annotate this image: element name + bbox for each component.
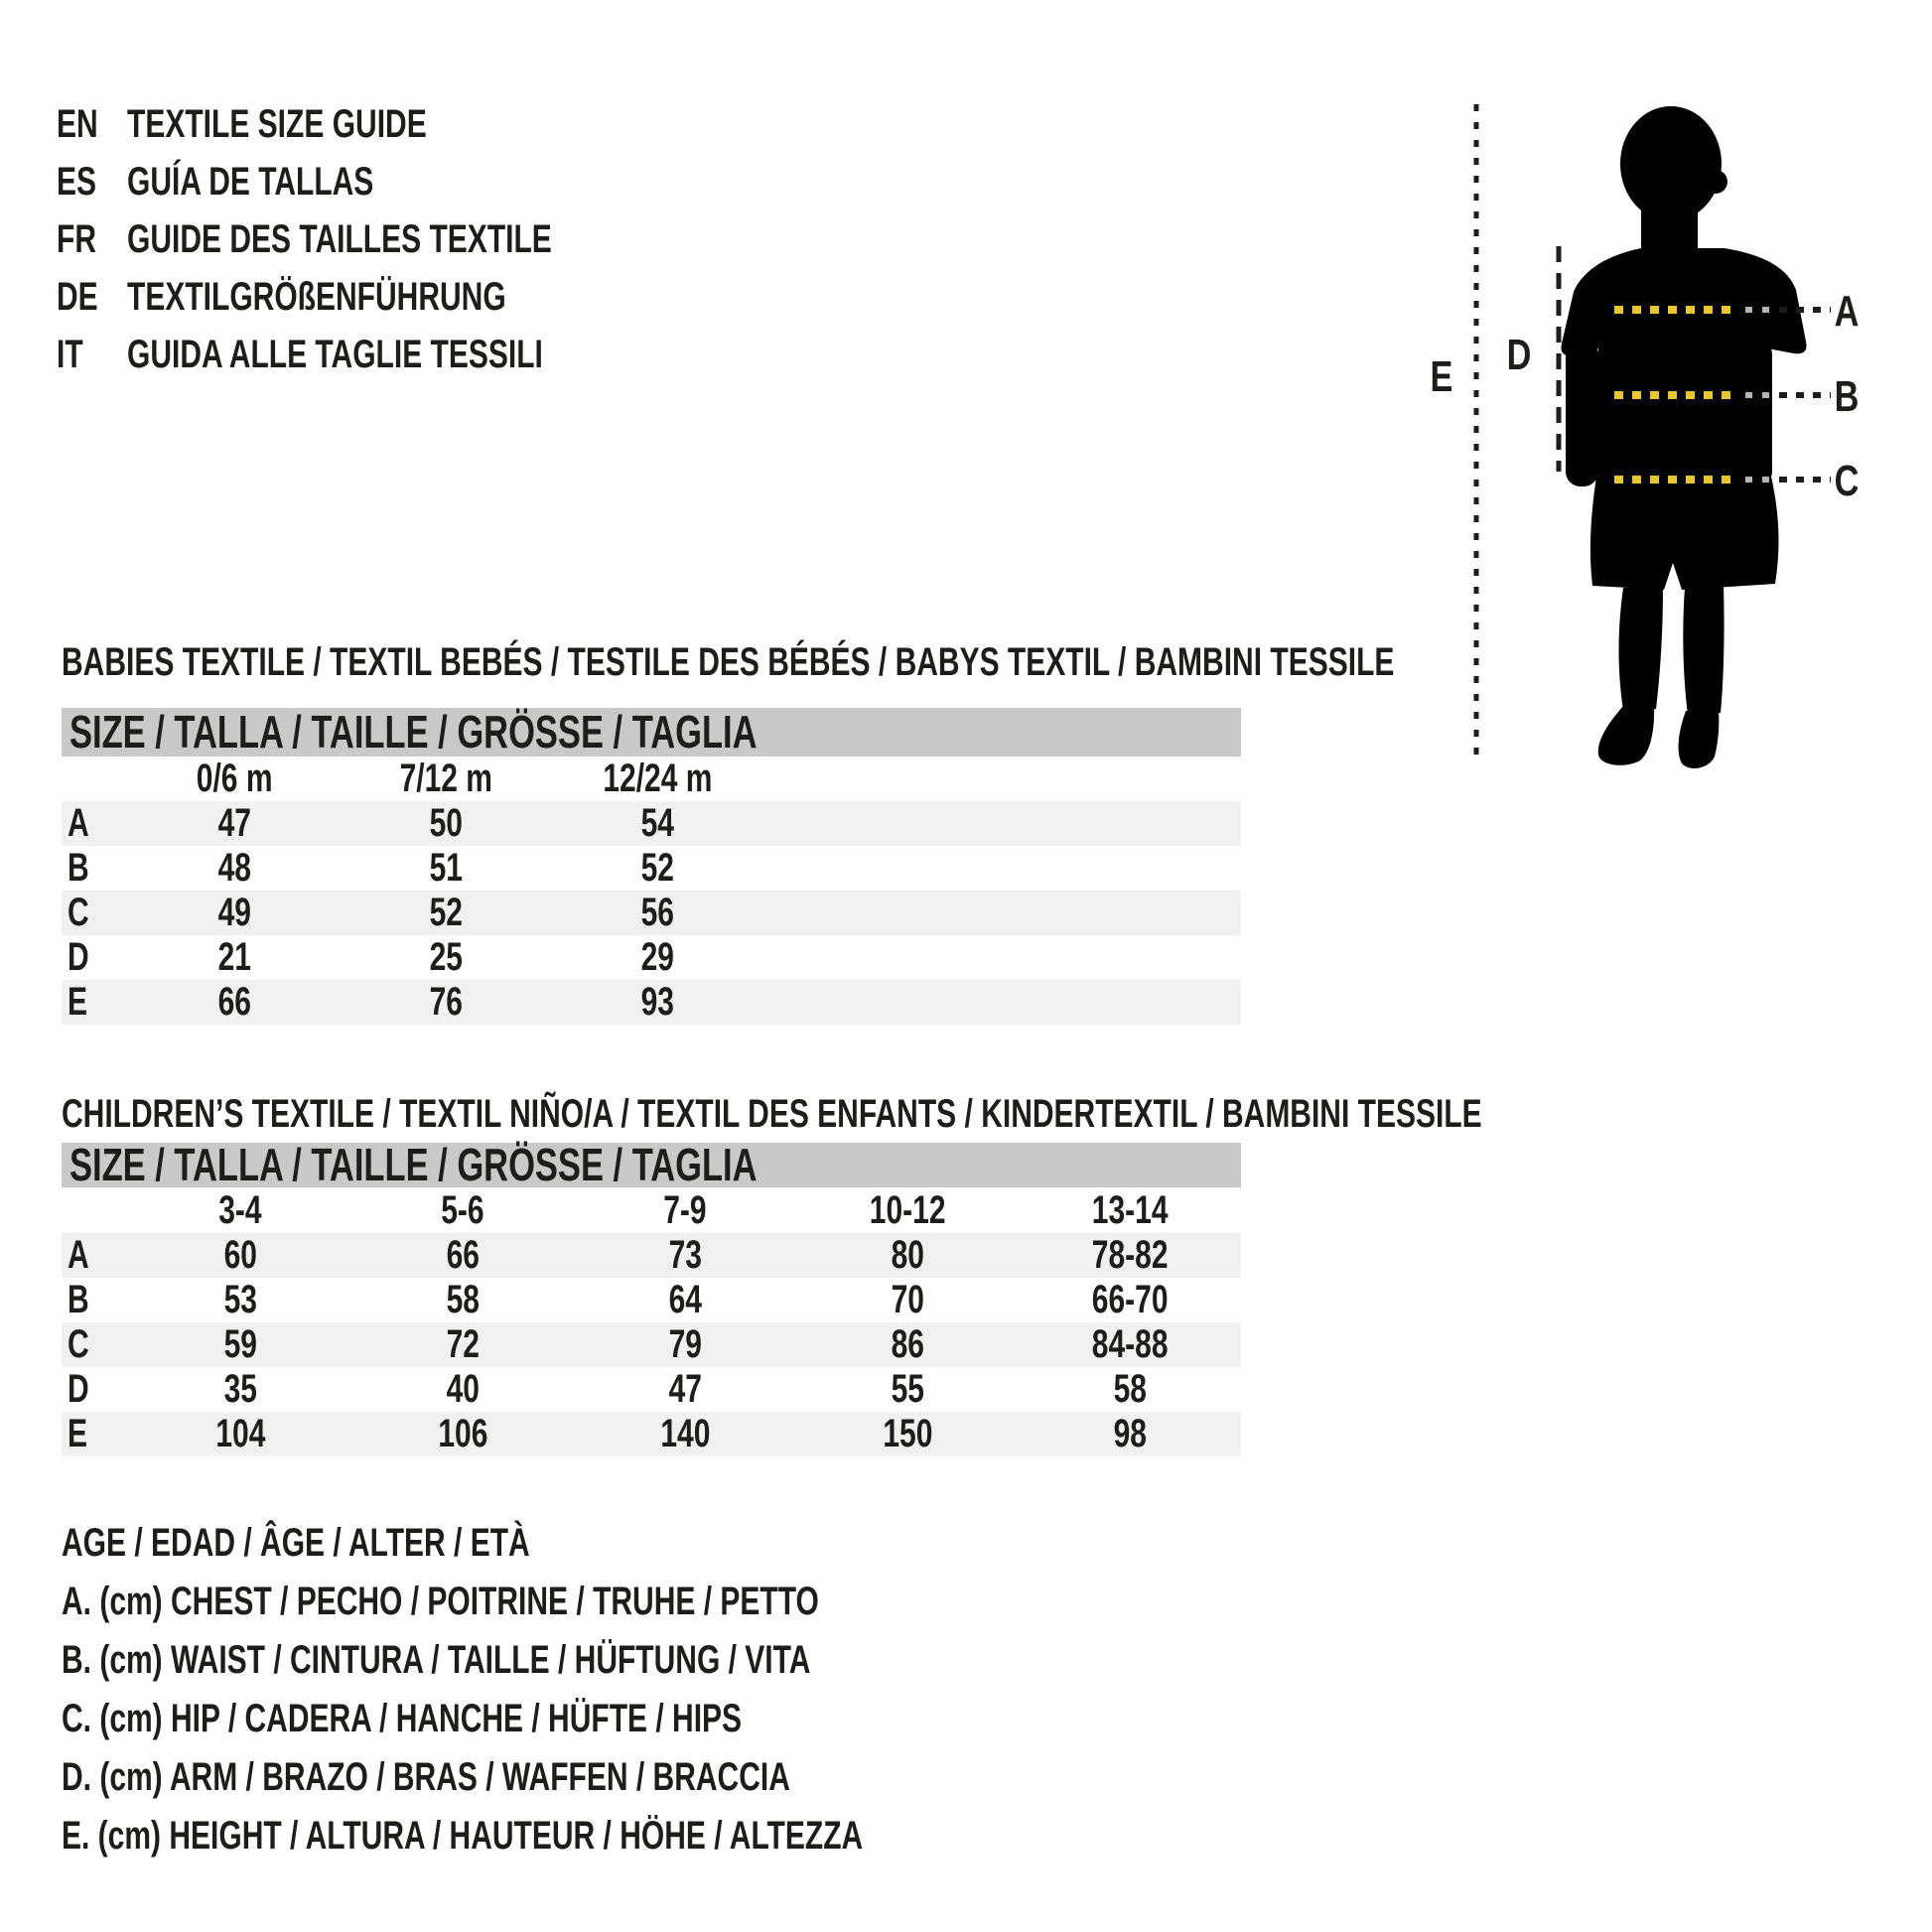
children-size-header-band [62,1139,1241,1190]
babies-size-table [62,708,1241,1025]
cell: 72 [446,1322,480,1366]
cell: 55 [891,1367,924,1411]
cell: 140 [659,1412,711,1455]
legend-hip: C. (cm) HIP / CADERA / HANCHE / HÜFTE / HIPS [62,1697,743,1740]
size-header-label: SIZE / TALLA / TAILLE / GRÖSSE / TAGLIA [69,706,758,758]
cell: 106 [437,1412,488,1455]
legend-arm: D. (cm) ARM / BRAZO / BRAS / WAFFEN / BRACCIA [62,1755,790,1799]
cell: 25 [429,935,464,979]
row-label: D [68,935,89,979]
cell: 86 [891,1322,924,1366]
table-row [62,1322,1241,1367]
cell: 66-70 [1091,1278,1169,1321]
cell: 51 [429,846,464,890]
measurement-legend [62,1514,1130,1865]
measure-label-d: D [1506,330,1532,380]
cell: 66 [446,1233,480,1277]
cell: 48 [217,846,252,890]
children-heading-text: CHILDREN’S TEXTILE / TEXTIL NIÑO/A / TEXTIL DES ENFANTS / KINDERTEXTIL / BAMBINI TESSILE [62,1092,1482,1136]
lang-title: TEXTILGRÖßENFÜHRUNG [127,275,506,319]
cell: 53 [223,1278,257,1321]
spacer [62,1187,129,1233]
row-label: B [68,846,89,890]
cell: 80 [891,1233,924,1277]
column-header: 13-14 [1091,1188,1169,1232]
cell: 47 [668,1367,702,1411]
measure-label-e: E [1430,351,1453,402]
row-label: E [68,980,88,1024]
row-label: A [68,1233,89,1277]
lang-title: TEXTILE SIZE GUIDE [127,102,427,146]
cell: 58 [446,1278,480,1321]
row-label: D [68,1367,89,1411]
cell: 50 [429,801,464,845]
table-row [62,801,1241,846]
lang-title: GUIDA ALLE TAGLIE TESSILI [127,333,543,376]
legend-height: E. (cm) HEIGHT / ALTURA / HAUTEUR / HÖHE / ALTEZZA [62,1814,864,1858]
table-row [62,1233,1241,1278]
row-label: A [68,801,89,845]
row-label: E [68,1412,88,1455]
table-row [62,1278,1241,1322]
lang-code: ES [57,160,97,204]
cell: 40 [446,1367,480,1411]
measure-label-c: C [1834,456,1860,506]
child-silhouette-diagram [1370,79,1932,794]
cell: 76 [429,980,464,1024]
measure-label-b: B [1834,371,1860,422]
row-label: C [68,891,89,934]
cell: 35 [223,1367,257,1411]
babies-heading-text: BABIES TEXTILE / TEXTIL BEBÉS / TESTILE DES BÉBÉS / BABYS TEXTIL / BAMBINI TESSILE [62,640,1395,684]
cell: 150 [882,1412,933,1455]
cell: 66 [217,980,252,1024]
cell: 70 [891,1278,924,1321]
cell: 64 [668,1278,702,1321]
babies-size-header-band [62,708,1241,757]
lang-code: DE [57,275,98,319]
column-header: 12/24 m [603,757,713,800]
cell: 59 [223,1322,257,1366]
table-row [62,1367,1241,1412]
cell: 47 [217,801,252,845]
cell: 49 [217,891,252,934]
table-row [62,891,1241,935]
legend-chest: A. (cm) CHEST / PECHO / POITRINE / TRUHE / PETTO [62,1580,819,1623]
measure-label-a: A [1834,286,1860,337]
cell: 104 [214,1412,266,1455]
spacer [62,757,129,801]
cell: 60 [223,1233,257,1277]
size-header-label: SIZE / TALLA / TAILLE / GRÖSSE / TAGLIA [69,1139,758,1190]
babies-column-headers [62,757,1241,801]
cell: 78-82 [1091,1233,1169,1277]
children-column-headers [62,1187,1241,1233]
row-label: B [68,1278,89,1321]
column-header: 7/12 m [399,757,493,800]
cell: 79 [668,1322,702,1366]
lang-code: IT [57,333,83,376]
lang-code: FR [57,217,96,261]
row-label: C [68,1322,89,1366]
children-size-table [62,1139,1241,1456]
table-row [62,846,1241,891]
cell: 52 [640,846,675,890]
lang-title: GUÍA DE TALLAS [127,160,374,204]
lang-code: EN [57,102,98,146]
cell: 98 [1113,1412,1147,1455]
cell: 52 [429,891,464,934]
cell: 93 [640,980,675,1024]
child-silhouette [1562,106,1807,768]
column-header: 7-9 [663,1188,707,1232]
column-header: 10-12 [869,1188,946,1232]
cell: 58 [1113,1367,1147,1411]
column-header: 5-6 [441,1188,484,1232]
table-row [62,935,1241,980]
table-row [62,980,1241,1025]
lang-title: GUIDE DES TAILLES TEXTILE [127,217,552,261]
children-section-heading [62,1092,1932,1136]
cell: 73 [668,1233,702,1277]
cell: 54 [640,801,675,845]
legend-age: AGE / EDAD / ÂGE / ALTER / ETÀ [62,1521,530,1565]
cell: 21 [217,935,252,979]
cell: 56 [640,891,675,934]
column-header: 0/6 m [197,757,273,800]
cell: 29 [640,935,675,979]
cell: 84-88 [1091,1322,1169,1366]
column-header: 3-4 [218,1188,262,1232]
table-row [62,1412,1241,1456]
legend-waist: B. (cm) WAIST / CINTURA / TAILLE / HÜFTUNG / VITA [62,1638,811,1682]
